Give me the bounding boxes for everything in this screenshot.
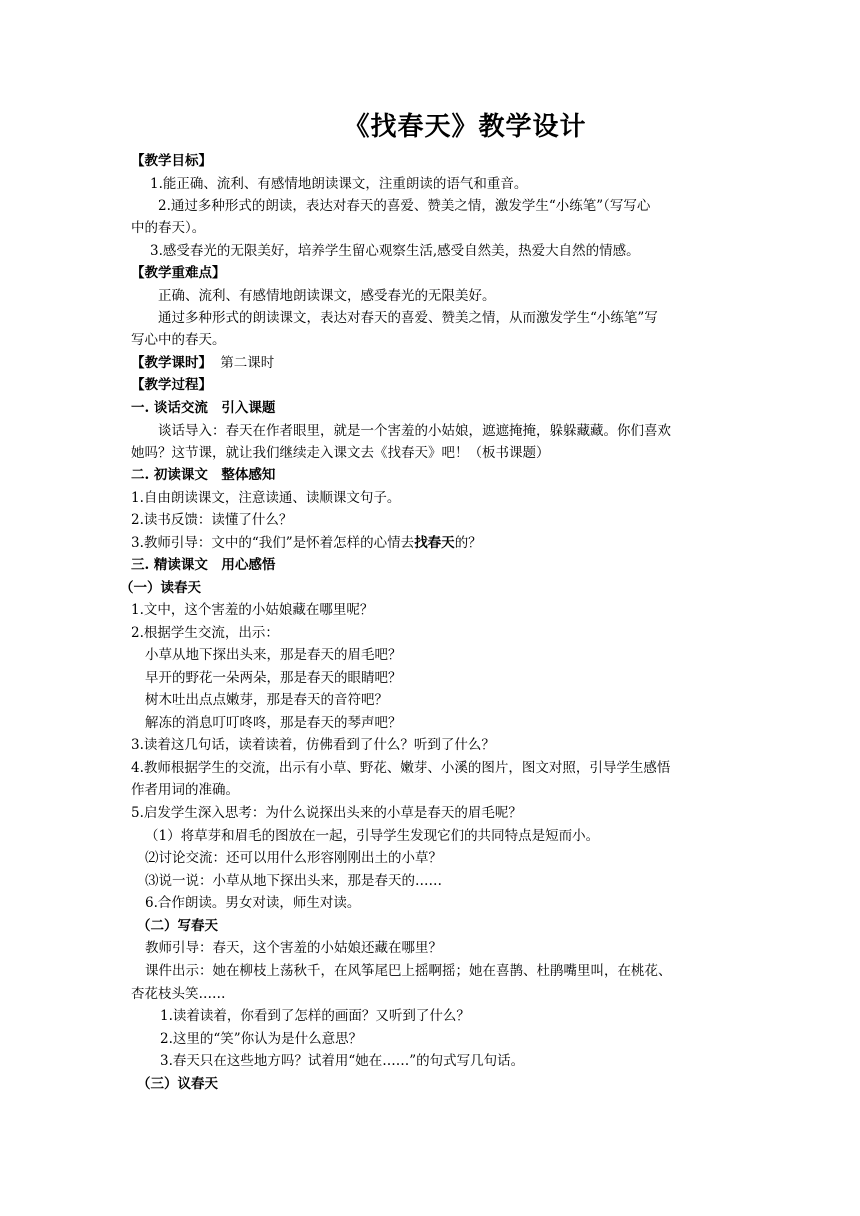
section-2-item-1: 1.自由朗读课文，注意读通、读顺课文句子。 xyxy=(131,490,401,506)
section-3-item-2: 2.根据学生交流，出示： xyxy=(131,625,279,641)
section-1-heading: 一. 谈话交流 引入课题 xyxy=(131,400,276,416)
section-2-item-3-text: 3.教师引导：文中的“我们”是怀着怎样的心情去 xyxy=(131,535,415,551)
section-3-sub-1-heading: （一）读春天 xyxy=(120,580,201,596)
period-line xyxy=(131,352,746,374)
section-1-paragraph-line-1: 谈话导入：春天在作者眼里，就是一个害羞的小姑娘，遮遮掩掩，躲躲藏藏。你们喜欢 xyxy=(158,423,671,439)
section-3-sub-2-heading: （二）写春天 xyxy=(137,918,218,934)
write-spring-line-2b: 杏花枝头笑…… xyxy=(131,986,226,1002)
write-spring-item-1: 1.读着读着，你看到了怎样的画面？又听到了什么？ xyxy=(160,1008,470,1024)
section-2-item-3 xyxy=(131,532,746,554)
key-point-1: 正确、流利、有感情地朗读课文，感受春光的无限美好。 xyxy=(158,288,496,304)
section-3-item-5-sub-2: ⑵讨论交流：还可以用什么形容刚刚出土的小草？ xyxy=(145,850,442,866)
section-3-item-3: 3.读着这几句话，读着读着，仿佛看到了什么？听到了什么？ xyxy=(131,737,495,753)
section-3-item-5-sub-3: ⑶说一说：小草从地下探出头来，那是春天的…… xyxy=(145,873,442,889)
section-2-item-2: 2.读书反馈：读懂了什么？ xyxy=(131,512,293,528)
goal-2-line-2: 中的春天）。 xyxy=(131,220,206,236)
key-point-2-line-2: 写心中的春天。 xyxy=(131,332,226,348)
quote-line-4: 解冻的消息叮叮咚咚，那是春天的琴声吧？ xyxy=(145,715,402,731)
write-spring-item-2: 2.这里的“笑”你认为是什么意思？ xyxy=(160,1031,363,1047)
period-heading: 【教学课时】 xyxy=(131,355,212,371)
write-spring-line-1: 教师引导：春天，这个害羞的小姑娘还藏在哪里？ xyxy=(145,940,442,956)
quote-line-2: 早开的野花一朵两朵，那是春天的眼睛吧？ xyxy=(145,670,402,686)
write-spring-line-2a: 课件出示：她在柳枝上荡秋千，在风筝尾巴上摇啊摇；她在喜鹊、杜鹃嘴里叫，在桃花、 xyxy=(145,963,672,979)
section-2-heading: 二. 初读课文 整体感知 xyxy=(131,467,276,483)
goal-2-line-1: 2.通过多种形式的朗读，表达对春天的喜爱、赞美之情，激发学生“小练笔”（写写心 xyxy=(158,198,651,214)
section-3-heading: 三. 精读课文 用心感悟 xyxy=(131,557,276,573)
section-3-item-5-sub-1: （1）将草芽和眉毛的图放在一起，引导学生发现它们的共同特点是短而小。 xyxy=(145,828,600,844)
quote-line-3: 树木吐出点点嫩芽，那是春天的音符吧？ xyxy=(145,692,388,708)
goal-1: 1.能正确、流利、有感情地朗读课文，注重朗读的语气和重音。 xyxy=(150,176,528,192)
section-3-item-4-line-2: 作者用词的准确。 xyxy=(131,782,239,798)
section-3-item-6: 6.合作朗读。男女对读，师生对读。 xyxy=(145,895,361,911)
goal-3: 3.感受春光的无限美好，培养学生留心观察生活,感受自然美，热爱大自然的情感。 xyxy=(150,243,640,259)
section-2-item-3-end: 的？ xyxy=(454,535,482,551)
quote-line-1: 小草从地下探出头来，那是春天的眉毛吧？ xyxy=(145,647,402,663)
period-value: 第二课时 xyxy=(220,355,275,371)
section-3-item-5: 5.启发学生深入思考：为什么说探出头来的小草是春天的眉毛呢？ xyxy=(131,805,522,821)
goals-heading: 【教学目标】 xyxy=(131,153,212,169)
write-spring-item-3: 3.春天只在这些地方吗？试着用“她在……”的句式写几句话。 xyxy=(160,1053,525,1069)
key-points-heading: 【教学重难点】 xyxy=(131,265,226,281)
key-point-2-line-1: 通过多种形式的朗读课文，表达对春天的喜爱、赞美之情，从而激发学生“小练笔”写 xyxy=(158,310,658,326)
process-heading: 【教学过程】 xyxy=(131,377,212,393)
document-title: 《找春天》教学设计 xyxy=(343,112,587,142)
section-3-item-4-line-1: 4.教师根据学生的交流，出示有小草、野花、嫩芽、小溪的图片，图文对照，引导学生感悟 xyxy=(131,760,671,776)
section-3-item-1: 1.文中，这个害羞的小姑娘藏在哪里呢？ xyxy=(131,602,374,618)
section-1-paragraph-line-2: 她吗？这节课，就让我们继续走入课文去《找春天》吧！（板书课题） xyxy=(131,445,550,461)
section-3-sub-3-heading: （三）议春天 xyxy=(137,1076,218,1092)
section-2-item-3-emphasis: 找春天 xyxy=(414,535,455,551)
